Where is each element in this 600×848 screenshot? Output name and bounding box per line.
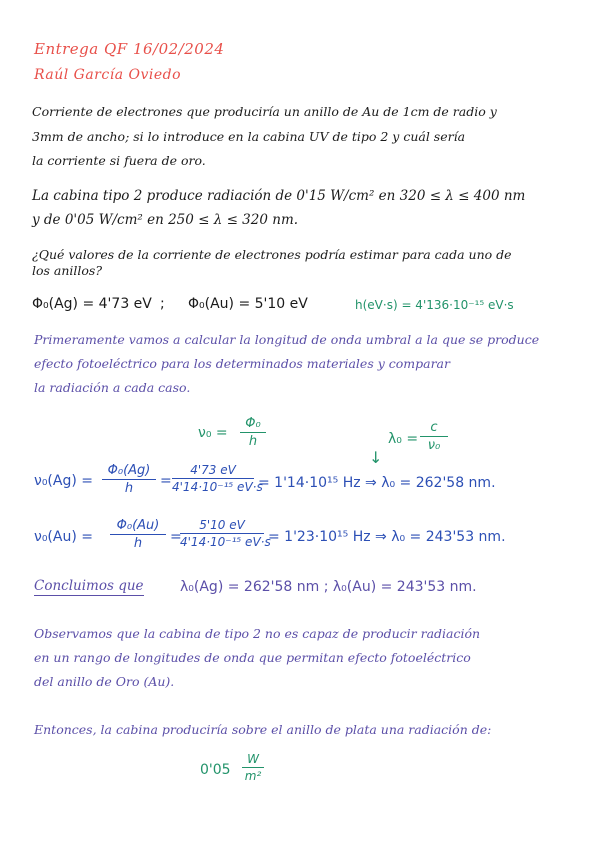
final-unit-den: m² xyxy=(244,769,262,783)
final-line-1: Entonces, la cabina produciría sobre el anillo de plata una radiación de: xyxy=(34,722,492,737)
au-calc-result: = 1'23·10¹⁵ Hz ⇒ λ₀ = 243'53 nm. xyxy=(268,529,506,545)
ag-calc-result: = 1'14·10¹⁵ Hz ⇒ λ₀ = 262'58 nm. xyxy=(258,475,496,491)
ag-fraction-1-den: h xyxy=(124,481,134,496)
ag-fraction-2-num: 4'73 eV xyxy=(190,463,236,477)
intro-line-2: efecto fotoeléctrico para los determinados materiales y comparar xyxy=(34,356,450,371)
statement-line-3: la corriente si fuera de oro. xyxy=(32,153,206,168)
ag-fraction-1-num: Φ₀(Ag) xyxy=(107,463,151,478)
work-function-ag: Φ₀(Ag) = 4'73 eV xyxy=(32,296,152,312)
observation-line-1: Observamos que la cabina de tipo 2 no es capaz de producir radiación xyxy=(34,626,481,641)
lambda-formula-fraction xyxy=(420,420,448,453)
ag-fraction-2-den: 4'14·10⁻¹⁵ eV·s xyxy=(172,480,263,494)
au-calc-equals: = xyxy=(170,529,182,545)
final-value: 0'05 xyxy=(200,762,231,778)
au-fraction-1-den: h xyxy=(133,536,143,551)
observation-line-2: en un rango de longitudes de onda que permitan efecto fotoeléctrico xyxy=(34,650,471,665)
nu-formula-lhs: ν₀ = xyxy=(198,425,228,441)
nu-formula-numerator: Φ₀ xyxy=(245,416,261,431)
au-fraction-2-num: 5'10 eV xyxy=(199,518,245,532)
lambda-formula-lhs: λ₀ = xyxy=(388,431,419,447)
statement-line-1: Corriente de electrones que produciría un anillo de Au de 1cm de radio y xyxy=(32,104,497,119)
ag-calc-lhs: ν₀(Ag) = xyxy=(34,473,94,489)
ag-calc-equals: = xyxy=(160,473,172,489)
author-name: Raúl García Oviedo xyxy=(34,67,182,83)
nu-formula-denominator: h xyxy=(248,434,258,449)
constants-separator: ; xyxy=(160,296,165,312)
conclusion-values: λ₀(Ag) = 262'58 nm ; λ₀(Au) = 243'53 nm. xyxy=(180,579,477,595)
au-calc-fraction-1 xyxy=(110,518,166,551)
au-fraction-2-den: 4'14·10⁻¹⁵ eV·s xyxy=(180,535,271,549)
au-calc-lhs: ν₀(Au) = xyxy=(34,529,93,545)
intro-line-3: la radiación a cada caso. xyxy=(34,380,191,395)
down-arrow: ↓ xyxy=(369,448,383,467)
planck-constant: h(eV·s) = 4'136·10⁻¹⁵ eV·s xyxy=(355,298,514,312)
cabina-line-1: La cabina tipo 2 produce radiación de 0'15 W/cm² en 320 ≤ λ ≤ 400 nm xyxy=(32,188,526,204)
observation-line-3: del anillo de Oro (Au). xyxy=(34,674,175,689)
work-function-au: Φ₀(Au) = 5'10 eV xyxy=(188,296,308,312)
final-unit-num: W xyxy=(247,752,259,766)
page-title: Entrega QF 16/02/2024 xyxy=(34,40,225,58)
statement-line-2: 3mm de ancho; si lo introduce en la cabina UV de tipo 2 y cuál sería xyxy=(32,129,466,144)
au-calc-fraction-2 xyxy=(180,518,271,549)
cabina-line-2: y de 0'05 W/cm² en 250 ≤ λ ≤ 320 nm. xyxy=(32,212,299,228)
conclusion-label: Concluimos que xyxy=(34,578,144,594)
final-unit-fraction xyxy=(242,752,264,783)
lambda-formula-denominator: ν₀ xyxy=(427,438,441,453)
lambda-formula-numerator: c xyxy=(430,420,438,435)
nu-formula-fraction xyxy=(240,416,266,449)
intro-line-1: Primeramente vamos a calcular la longitud de onda umbral a la que se produce xyxy=(34,332,540,347)
question-line-1: ¿Qué valores de la corriente de electrones podría estimar para cada uno de xyxy=(32,247,512,262)
au-fraction-1-num: Φ₀(Au) xyxy=(116,518,160,533)
ag-calc-fraction-2 xyxy=(172,463,263,494)
question-line-2: los anillos? xyxy=(32,263,103,278)
ag-calc-fraction-1 xyxy=(102,463,156,496)
